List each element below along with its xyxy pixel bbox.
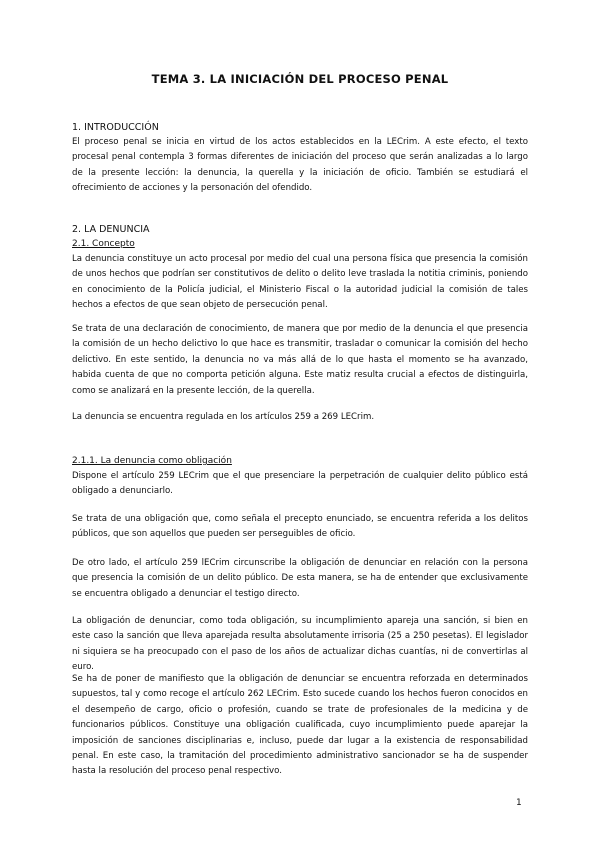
paragraph: Dispone el artículo 259 LECrim que el que presenciare la perpetración de cualquier delito público está obligado a denunciarlo.: [72, 471, 528, 497]
paragraph: La obligación de denunciar, como toda obligación, su incumplimiento apareja una sanción, si bien en este caso la sanción que lleva aparejada resulta absolutamente irrisoria (25 a 250 pesetas). El legislador ni siquiera se ha preocupado con el paso de los años de actualizar dichas cuantías, ni de convertirlas al euro.: [72, 616, 528, 673]
paragraph-block: [72, 556, 528, 602]
paragraph: Se trata de una declaración de conocimiento, de manera que por medio de la denuncia el que presencia la comisión de un hecho delictivo lo que hace es transmitir, trasladar o comunicar la comisión del hecho delictivo. En este sentido, la denuncia no va más allá de lo que hasta el momento se ha avanzado, habida cuenta de que no comporta petición alguna. Este matiz resulta crucial a efectos de distinguirla, como se analizará en la presente lección, de la querella.: [72, 324, 528, 396]
paragraph: Se trata de una obligación que, como señala el precepto enunciado, se encuentra referida a los delitos públicos, que son aquellos que pueden ser perseguibles de oficio.: [72, 514, 528, 540]
paragraph-block: [72, 672, 528, 780]
subsection-denuncia-obligacion: [72, 454, 528, 500]
page-number: 1: [516, 798, 522, 808]
paragraph-block: [72, 322, 528, 399]
section-denuncia: [72, 222, 528, 314]
paragraph-block: [72, 614, 528, 676]
document-title: TEMA 3. LA INICIACIÓN DEL PROCESO PENAL: [151, 72, 449, 86]
paragraph: La denuncia se encuentra regulada en los artículos 259 a 269 LECrim.: [72, 412, 375, 422]
paragraph: El proceso penal se inicia en virtud de los actos establecidos en la LECrim. A este efecto, el texto procesal penal contempla 3 formas diferentes de iniciación del proceso que serán analizadas a lo largo de la presente lección: la denuncia, la querella y la iniciación de oficio. También se estudiará el ofrecimiento de acciones y la personación del ofendido.: [72, 137, 528, 194]
subsection-heading: 2.1. Concepto: [72, 239, 135, 249]
section-heading: 2. LA DENUNCIA: [72, 224, 150, 235]
paragraph: Se ha de poner de manifiesto que la obligación de denunciar se encuentra reforzada en determinados supuestos, tal y como recoge el artículo 262 LECrim. Esto sucede cuando los hechos fueron conocidos en el desempeño de cargo, oficio o profesión, cuando se trate de profesionales de la medicina y de funcionarios públicos. Constituye una obligación cualificada, cuyo incumplimiento puede aparejar la imposición de sanciones disciplinarias e, incluso, puede dar lugar a la existencia de responsabilidad penal. En este caso, la tramitación del procedimiento administrativo sancionador se ha de suspender hasta la resolución del proceso penal respectivo.: [72, 674, 528, 777]
paragraph-block: [72, 410, 528, 425]
paragraph: De otro lado, el artículo 259 lECrim circunscribe la obligación de denunciar en relación con la persona que presencia la comisión de un delito público. De esta manera, se ha de entender que exclusivamente se encuentra obligado a denunciar el testigo directo.: [72, 558, 528, 599]
section-introduccion: [72, 120, 528, 197]
paragraph: La denuncia constituye un acto procesal por medio del cual una persona física que presencia la comisión de unos hechos que podrían ser constitutivos de delito o delito leve traslada la notitia criminis, poniendo en conocimiento de la Policía judicial, el Ministerio Fiscal o la autoridad judicial la comisión de tales hechos a efectos de que sean objeto de persecución penal.: [72, 254, 528, 311]
paragraph-block: [72, 512, 528, 543]
section-heading: 1. INTRODUCCIÓN: [72, 122, 159, 133]
subsection-heading: 2.1.1. La denuncia como obligación: [72, 456, 232, 466]
